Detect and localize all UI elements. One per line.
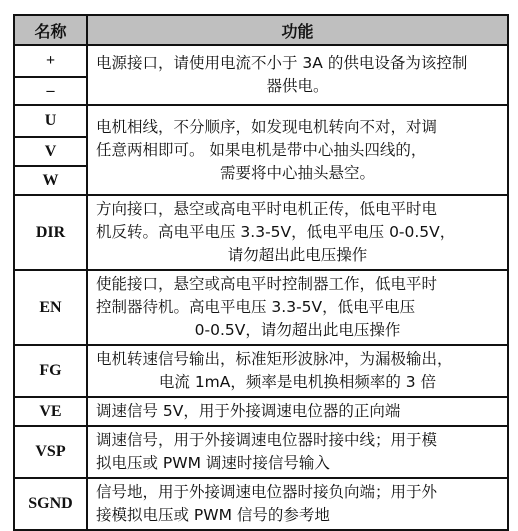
pin-desc-ve — [87, 397, 508, 426]
table-row — [14, 478, 508, 530]
header-name: 名称 — [14, 15, 87, 45]
desc-line: 任意两相即可。 如果电机是带中心抽头四线的， — [96, 140, 427, 159]
desc-line: 接模拟电压或 PWM 信号的参考地 — [96, 506, 330, 524]
table-row — [14, 195, 508, 270]
pin-name-w: W — [14, 166, 87, 195]
desc-line: 使能接口，悬空或高电平时控制器工作，低电平时 — [96, 275, 438, 293]
desc-line: 调速信号 5V，用于外接调速电位器的正向端 — [96, 402, 401, 420]
pin-desc-fg — [87, 345, 508, 397]
pin-name-vsp: VSP — [14, 426, 87, 478]
pin-desc-sgnd — [87, 478, 508, 530]
table-row — [14, 45, 508, 77]
pin-name-dir: DIR — [14, 195, 87, 270]
pin-desc-power — [87, 45, 508, 105]
pin-name-en: EN — [14, 270, 87, 345]
table-row — [14, 105, 508, 137]
pin-desc-en — [87, 270, 508, 345]
header-function: 功能 — [87, 15, 508, 45]
desc-line: 电机相线，不分顺序，如发现电机转向不对，对调 — [96, 117, 438, 136]
pin-function-table — [13, 14, 509, 531]
pin-name-ve: VE — [14, 397, 87, 426]
desc-line: 信号地，用于外接调速电位器时接负向端；用于外 — [96, 483, 438, 501]
pin-name-plus: + — [14, 45, 87, 77]
table-row — [14, 426, 508, 478]
desc-line: 电机转速信号输出，标准矩形波脉冲，为漏极输出， — [96, 350, 453, 368]
pin-name-minus: – — [14, 77, 87, 105]
desc-line: 方向接口，悬空或高电平时电机正传，低电平时电 — [96, 200, 438, 218]
desc-line: 电源接口，请使用电流不小于 3A 的供电设备为该控制 — [96, 54, 468, 72]
desc-line: 需要将中心抽头悬空。 — [219, 163, 375, 182]
desc-line: 请勿超出此电压操作 — [227, 246, 368, 264]
pin-name-v: V — [14, 137, 87, 166]
desc-line: 拟电压或 PWM 调速时接信号输入 — [96, 454, 330, 472]
desc-line: 调速信号，用于外接调速电位器时接中线；用于模 — [96, 431, 438, 449]
desc-line: 器供电。 — [266, 77, 329, 95]
pin-name-u: U — [14, 105, 87, 137]
desc-line: 电流 1mA，频率是电机换相频率的 3 倍 — [158, 373, 437, 391]
pin-name-fg: FG — [14, 345, 87, 397]
pin-desc-vsp — [87, 426, 508, 478]
desc-line: 0-0.5V，请勿超出此电压操作 — [194, 321, 401, 339]
pin-desc-phase — [87, 105, 508, 195]
desc-line: 机反转。高电平电压 3.3-5V，低电平电压 0-0.5V， — [96, 223, 456, 241]
pin-name-sgnd: SGND — [14, 478, 87, 530]
table-row — [14, 270, 508, 345]
table-header-row — [14, 15, 508, 45]
table-row — [14, 397, 508, 426]
desc-line: 控制器待机。高电平电压 3.3-5V，低电平电压 — [96, 298, 416, 316]
pin-desc-dir — [87, 195, 508, 270]
table-row — [14, 345, 508, 397]
